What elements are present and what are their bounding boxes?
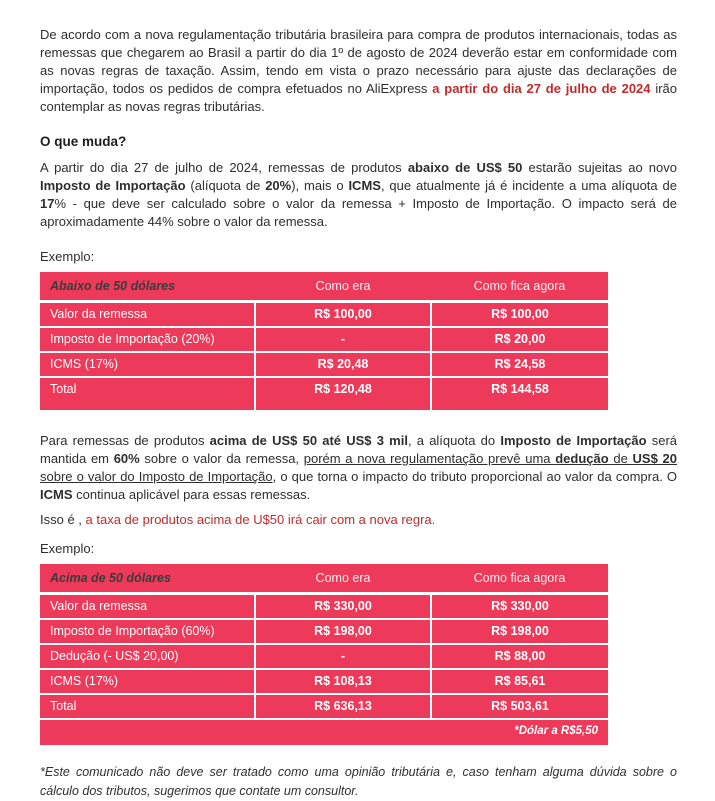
text-run: abaixo de US$ 50 <box>407 160 523 175</box>
value-cell: R$ 330,00 <box>431 594 608 620</box>
row-label-cell: Dedução (- US$ 20,00) <box>40 644 255 669</box>
row-label-cell: ICMS (17%) <box>40 352 255 377</box>
text-run: continua aplicável para essas remessas. <box>72 487 311 502</box>
text-run: Para remessas de produtos <box>40 433 210 448</box>
example-label-1: Exemplo: <box>40 249 95 264</box>
table-title-cell: Acima de 50 dólares <box>40 564 255 594</box>
value-cell: R$ 503,61 <box>431 694 608 719</box>
value-cell: R$ 24,58 <box>431 352 608 377</box>
table-row <box>40 644 608 669</box>
text-run: (alíquota de <box>185 178 266 193</box>
value-cell: R$ 198,00 <box>431 619 608 644</box>
table-row <box>40 619 608 644</box>
text-run: de <box>608 451 633 466</box>
dollar-rate-note: *Dólar a R$5,50 <box>40 719 608 745</box>
text-run: ICMS <box>40 487 73 502</box>
text-run: a partir do dia 27 de julho de 2024 <box>432 81 651 96</box>
table-row <box>40 377 608 410</box>
table-header-row <box>40 272 608 302</box>
value-cell: R$ 20,48 <box>255 352 431 377</box>
table-row <box>40 302 608 328</box>
text-run: acima de US$ 50 até US$ 3 mil <box>209 433 408 448</box>
text-run: 17 <box>40 196 55 211</box>
value-cell: R$ 636,13 <box>255 694 431 719</box>
table-row <box>40 694 608 719</box>
text-run: 20% <box>265 178 292 193</box>
value-cell: - <box>255 327 431 352</box>
value-cell: R$ 120,48 <box>255 377 431 410</box>
section-heading: O que muda? <box>40 134 127 149</box>
value-cell: R$ 100,00 <box>431 302 608 328</box>
text-run: sobre o valor da remessa, <box>139 451 304 466</box>
disclaimer-note: *Este comunicado não deve ser tratado como uma opinião tributária e, caso tenham alguma dúvida sobre o cálculo dos tributos, sugerimos que contate um consultor. <box>40 765 677 798</box>
text-run: , a alíquota do <box>407 433 501 448</box>
rule-under-50-paragraph <box>40 159 677 231</box>
example-label-2: Exemplo: <box>40 541 95 556</box>
table-under-50 <box>40 272 608 410</box>
text-run: US$ 20 <box>632 451 677 466</box>
text-run: irão contemplar as novas regras tributárias. <box>40 81 677 114</box>
table-row <box>40 669 608 694</box>
text-run: 60% <box>113 451 140 466</box>
value-cell: R$ 88,00 <box>431 644 608 669</box>
text-run: ), mais o <box>291 178 349 193</box>
text-run: sobre o valor do Imposto de Importação <box>40 469 273 484</box>
text-run: % - que deve ser calculado sobre o valor da remessa + Imposto de Importação. O impacto será de aproximadamente 44% sobre o valor da remessa. <box>40 196 677 229</box>
text-run: porém a nova regulamentação prevê uma <box>303 451 556 466</box>
text-run: Imposto de Importação <box>40 178 186 193</box>
text-run: , o que torna o impacto do tributo proporcional ao valor da compra. O <box>272 469 678 484</box>
table-title-cell: Abaixo de 50 dólares <box>40 272 255 302</box>
row-label-cell: Imposto de Importação (60%) <box>40 619 255 644</box>
text-run: estarão sujeitas ao novo <box>522 160 678 175</box>
table-row <box>40 327 608 352</box>
value-cell: R$ 20,00 <box>431 327 608 352</box>
table-row <box>40 594 608 620</box>
row-label-cell: Valor da remessa <box>40 302 255 328</box>
value-cell: - <box>255 644 431 669</box>
row-label-cell: Imposto de Importação (20%) <box>40 327 255 352</box>
table-header-cell: Como fica agora <box>431 564 608 594</box>
value-cell: R$ 108,13 <box>255 669 431 694</box>
table-row <box>40 352 608 377</box>
table-footnote-row <box>40 719 608 745</box>
rule-over-50-paragraph <box>40 432 677 504</box>
text-run: De acordo com a nova regulamentação tributária brasileira para compra de produtos internacionais, todas as remessas que chegarem ao Brasil a partir do dia 1º de agosto de 2024 deverão estar em conformidade com as novas regras de taxação. Assim, tendo em vista o prazo necessário para ajuste das declarações de importação, todos os pedidos de compra efetuados no AliExpress <box>40 27 677 96</box>
conclusion-line <box>40 512 677 527</box>
value-cell: R$ 198,00 <box>255 619 431 644</box>
value-cell: R$ 85,61 <box>431 669 608 694</box>
text-run: A partir do dia 27 de julho de 2024, remessas de produtos <box>40 160 408 175</box>
value-cell: R$ 330,00 <box>255 594 431 620</box>
text-run: dedução <box>555 451 609 466</box>
row-label-cell: Total <box>40 377 255 410</box>
table-header-cell: Como era <box>255 272 431 302</box>
table-over-50 <box>40 564 608 745</box>
row-label-cell: Valor da remessa <box>40 594 255 620</box>
row-label-cell: Total <box>40 694 255 719</box>
value-cell: R$ 144,58 <box>431 377 608 410</box>
text-run: Imposto de Importação <box>500 433 647 448</box>
intro-paragraph <box>40 26 677 116</box>
text-run: Isso é , <box>40 512 86 527</box>
text-run: será mantida em <box>40 433 678 466</box>
row-label-cell: ICMS (17%) <box>40 669 255 694</box>
table-header-row <box>40 564 608 594</box>
table-header-cell: Como era <box>255 564 431 594</box>
text-run: a taxa de produtos acima de U$50 irá cair com a nova regra. <box>85 512 436 527</box>
value-cell: R$ 100,00 <box>255 302 431 328</box>
table-header-cell: Como fica agora <box>431 272 608 302</box>
text-run: ICMS <box>348 178 381 193</box>
text-run: , que atualmente já é incidente a uma alíquota de <box>380 178 677 193</box>
